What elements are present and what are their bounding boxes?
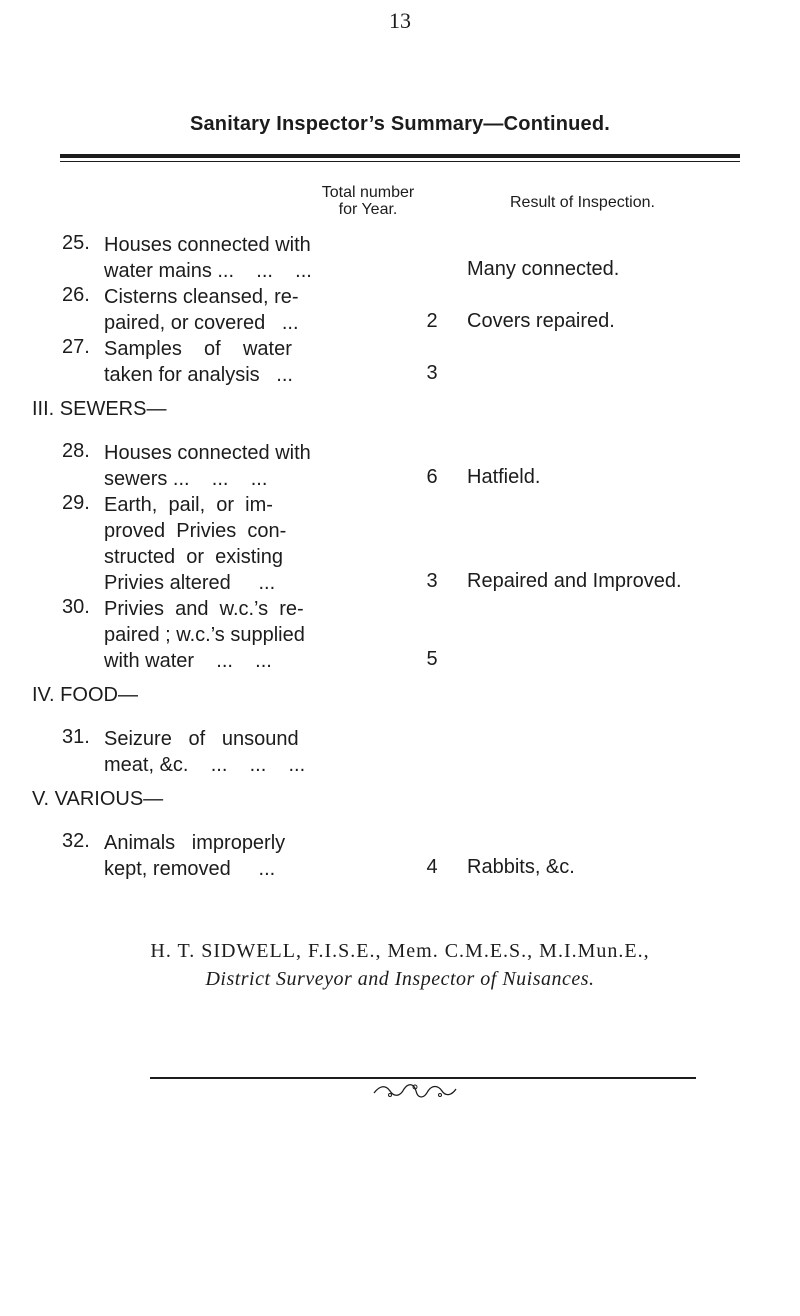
title-rule-thin <box>60 161 740 162</box>
entry-description: Houses connected with water mains ... ... ... <box>104 234 312 282</box>
entry-count: 3 <box>426 362 438 384</box>
entry-number: 28. <box>62 440 90 462</box>
section-various: V. VARIOUS— <box>32 788 164 810</box>
page-title: Sanitary Inspector’s Summary—Continued. <box>189 113 611 135</box>
entry-description: Samples of water taken for analysis ... <box>104 338 293 386</box>
entry-result: Covers repaired. <box>467 310 615 332</box>
entry-description: Privies and w.c.’s re- paired ; w.c.’s supplied with water ... ... <box>104 598 305 672</box>
section-food: IV. FOOD— <box>32 684 138 706</box>
entry-description: Seizure of unsound meat, &c. ... ... ... <box>104 728 306 776</box>
entry-count: 6 <box>426 466 438 488</box>
entry-result: Hatfield. <box>467 466 541 488</box>
signature-name: H. T. SIDWELL, F.I.S.E., Mem. C.M.E.S., M.I.Mun.E., <box>150 940 650 962</box>
entry-result: Repaired and Improved. <box>467 570 682 592</box>
entry-number: 27. <box>62 336 90 358</box>
entry-description: Cisterns cleansed, re- paired, or covered ... <box>104 286 299 334</box>
entry-description: Animals improperly kept, removed ... <box>104 832 286 880</box>
entry-count: 2 <box>426 310 438 332</box>
entry-result: Many connected. <box>467 258 620 280</box>
entry-result: Rabbits, &c. <box>467 856 575 878</box>
column-header-result: Result of Inspection. <box>510 194 655 211</box>
entry-number: 25. <box>62 232 90 254</box>
column-header-count: Total number for Year. <box>321 184 415 218</box>
entry-number: 26. <box>62 284 90 306</box>
entry-description: Earth, pail, or im- proved Privies con- structed or existing Privies altered ... <box>104 494 287 594</box>
ornament-icon <box>370 1081 460 1101</box>
title-rule-thick <box>60 154 740 158</box>
entry-number: 32. <box>62 830 90 852</box>
entry-number: 31. <box>62 726 90 748</box>
entry-count: 4 <box>426 856 438 878</box>
signature-title: District Surveyor and Inspector of Nuisances. <box>205 968 595 990</box>
page-number: 13 <box>389 8 411 33</box>
entry-count: 3 <box>426 570 438 592</box>
entry-count: 5 <box>426 648 438 670</box>
footer-rule <box>150 1077 696 1079</box>
entry-number: 30. <box>62 596 90 618</box>
entry-number: 29. <box>62 492 90 514</box>
section-sewers: III. SEWERS— <box>32 398 167 420</box>
entry-description: Houses connected with sewers ... ... ... <box>104 442 311 490</box>
